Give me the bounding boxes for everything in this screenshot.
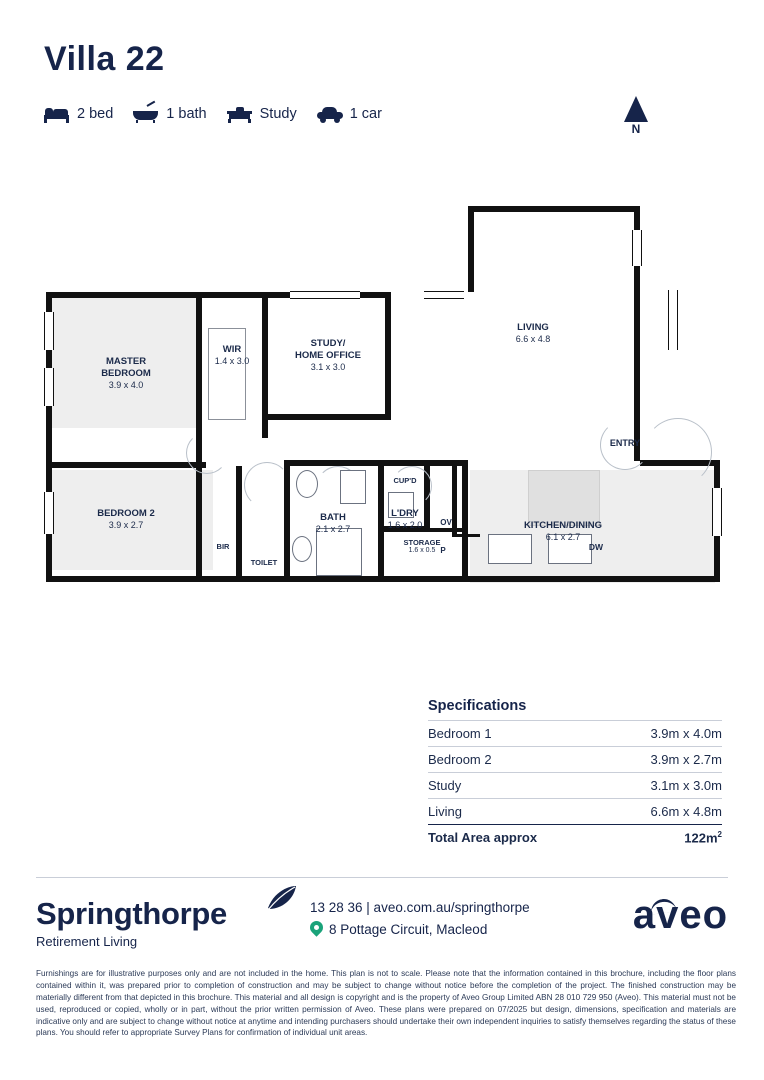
leaf-icon bbox=[264, 884, 298, 912]
spec-row-study bbox=[428, 772, 722, 798]
window-study-top bbox=[290, 291, 360, 299]
contact-address-row bbox=[310, 921, 530, 938]
feature-bed-label: 2 bed bbox=[77, 106, 114, 122]
spec-label: Study bbox=[428, 778, 462, 793]
floor-plan bbox=[0, 170, 764, 670]
car-icon bbox=[317, 104, 343, 124]
fixture-vanity bbox=[340, 470, 366, 504]
label-entry: ENTRY bbox=[609, 438, 641, 448]
specifications-heading: Specifications bbox=[428, 698, 527, 714]
footer-divider bbox=[36, 877, 728, 878]
springthorpe-logo bbox=[36, 896, 227, 949]
label-bath: BATH 2.1 x 2.7 bbox=[315, 512, 351, 534]
contact-address: 8 Pottage Circuit, Macleod bbox=[329, 922, 488, 937]
label-living: LIVING 6.6 x 4.8 bbox=[515, 322, 551, 344]
spec-value: 3.1m x 3.0m bbox=[650, 778, 722, 793]
spec-label: Bedroom 1 bbox=[428, 726, 492, 741]
label-ldry: L'DRY 1.6 x 2.0 bbox=[387, 508, 423, 530]
window-kitchen-right bbox=[712, 488, 722, 536]
spec-value: 6.6m x 4.8m bbox=[650, 804, 722, 819]
feature-bath-label: 1 bath bbox=[166, 106, 207, 122]
window-top-corridor bbox=[424, 291, 464, 299]
label-bedroom2: BEDROOM 2 3.9 x 2.7 bbox=[97, 508, 155, 530]
spec-row-total-area bbox=[428, 824, 722, 850]
spec-row-bedroom-2 bbox=[428, 746, 722, 772]
window-living-right bbox=[668, 290, 678, 350]
door-swing-bedroom2 bbox=[244, 462, 290, 508]
fixture-wir-shelf bbox=[208, 328, 246, 420]
label-toilet: TOILET bbox=[250, 558, 278, 567]
label-bir: BIR bbox=[216, 542, 230, 551]
wall-study-right bbox=[385, 292, 391, 420]
label-master-bedroom: MASTER BEDROOM 3.9 x 4.0 bbox=[101, 356, 151, 390]
disclaimer-text: Furnishings are for illustrative purposes only and are not included in the home. This plan is not to scale. Please note that the information contained in this brochure, including the floor plans contained within it, was prepared prior to completion of construction and may be subject to change without notice before the completion of the project. The finished construction may be materially different from that depicted in this brochure. This material and all design is copyright and is the property of Aveo Group Limited ABN 28 010 729 950 (Aveo). This material must not be used, reproduced or copied, wholly or in part, without the prior written permission of Aveo. These plans were prepared on 07/2025 but design, dimensions, specification and materials are indicative only and are subject to change without notice at anytime and intending purchasers should undertake their own independent inquiries to satisfy themselves regarding the status of these plans. You should refer to appropriate Survey Plans for confirmation of individual unit areas. bbox=[36, 969, 736, 1038]
specifications-panel bbox=[428, 698, 722, 850]
window-bedroom2-left bbox=[44, 492, 54, 534]
feature-study-label: Study bbox=[259, 106, 297, 122]
wall-bottom-right bbox=[300, 576, 720, 582]
aveo-logo-text: aveo bbox=[632, 893, 728, 937]
label-kitchen-dining: KITCHEN/DINING 6.1 x 2.7 bbox=[523, 520, 603, 542]
desk-icon bbox=[227, 104, 253, 124]
fixture-living-rug bbox=[528, 470, 600, 526]
compass-north-icon bbox=[618, 96, 654, 146]
wall-ov-p-divider bbox=[452, 534, 480, 537]
window-living-top-right bbox=[632, 230, 642, 266]
feature-bed bbox=[44, 104, 113, 124]
wall-living-left-lower bbox=[462, 460, 468, 582]
spec-total-unit: 2 bbox=[717, 830, 722, 839]
label-cupd: CUP'D bbox=[393, 476, 417, 485]
feature-bath bbox=[133, 104, 206, 124]
spec-row-bedroom-1 bbox=[428, 720, 722, 746]
wall-bottom-left bbox=[46, 576, 306, 582]
wall-living-top bbox=[468, 206, 640, 212]
wall-bedroom2-top bbox=[46, 462, 206, 468]
compass-label: N bbox=[631, 122, 641, 136]
page-title: Villa 22 bbox=[44, 40, 165, 78]
spec-total-label: Total Area approx bbox=[428, 830, 538, 845]
fixture-wc-2 bbox=[292, 536, 312, 562]
spec-row-living bbox=[428, 798, 722, 824]
label-study: STUDY/ HOME OFFICE 3.1 x 3.0 bbox=[295, 338, 361, 372]
contact-phone-web[interactable]: 13 28 36 | aveo.com.au/springthorpe bbox=[310, 900, 530, 915]
bath-icon bbox=[133, 104, 159, 124]
spec-value: 3.9m x 2.7m bbox=[650, 752, 722, 767]
fixture-toilet-bowl bbox=[296, 470, 318, 498]
label-storage: STORAGE 1.6 x 0.5 bbox=[403, 538, 441, 555]
spec-total-value: $122m^2$ bbox=[684, 830, 722, 846]
window-master-left-2 bbox=[44, 368, 54, 406]
label-wir: WIR 1.4 x 3.0 bbox=[214, 344, 250, 366]
door-swing-entry bbox=[644, 418, 712, 486]
wall-living-left-upper bbox=[468, 206, 474, 292]
window-master-left bbox=[44, 312, 54, 350]
brand-tagline: Retirement Living bbox=[36, 934, 138, 949]
wall-study-bottom bbox=[262, 414, 391, 420]
label-oven: OV bbox=[440, 518, 452, 527]
wall-bath-block-top bbox=[284, 460, 468, 466]
bed-icon bbox=[44, 104, 70, 124]
feature-study bbox=[227, 104, 297, 124]
brand-name: Springthorpe bbox=[36, 896, 227, 931]
fixture-shower bbox=[316, 528, 362, 576]
contact-block bbox=[310, 900, 530, 938]
feature-list bbox=[44, 104, 396, 124]
label-dishwasher: DW bbox=[588, 542, 604, 552]
spec-label: Bedroom 2 bbox=[428, 752, 492, 767]
feature-car bbox=[317, 104, 382, 124]
feature-car-label: 1 car bbox=[349, 106, 382, 122]
spec-value: 3.9m x 4.0m bbox=[650, 726, 722, 741]
spec-label: Living bbox=[428, 804, 462, 819]
label-pantry: P bbox=[440, 546, 446, 555]
location-pin-icon bbox=[310, 921, 323, 938]
door-swing-master bbox=[186, 432, 228, 474]
aveo-logo bbox=[633, 893, 728, 938]
